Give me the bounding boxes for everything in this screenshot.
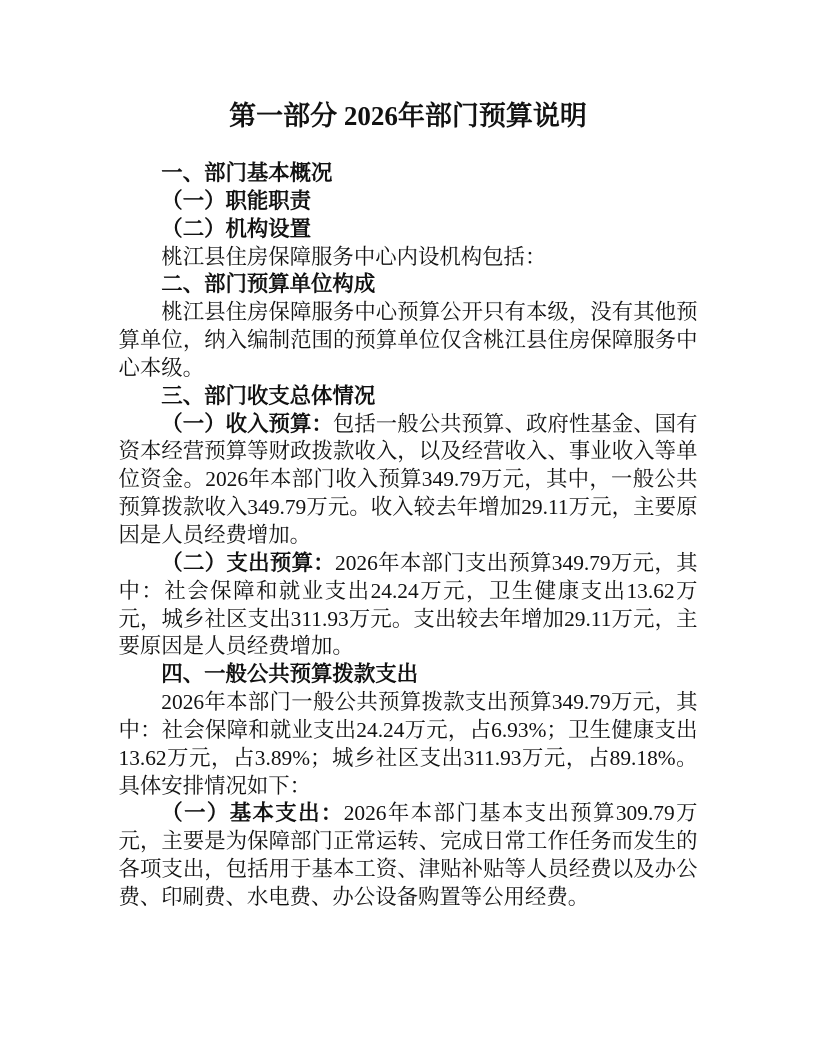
basic-expenditure-text: 2026年本部门基本支出预算309.79万元，主要是为保障部门正常运转、完成日常工作任务而发生的各项支出，包括用于基本工资、津贴补贴等人员经费以及办公费、印刷费、水电费、办公设备购置等公用经费。 xyxy=(118,801,698,909)
heading-general-public-budget-expenditure: 四、一般公共预算拨款支出 xyxy=(161,662,418,687)
heading-functions-duties: （一）职能职责 xyxy=(161,188,312,213)
para-general-budget-detail: 2026年本部门一般公共预算拨款支出预算349.79万元，其中：社会保障和就业支出24.24万元，占6.93%；卫生健康支出13.62万元，占3.89%；城乡社区支出311.93万元，占89.18%。具体安排情况如下： xyxy=(118,690,698,798)
heading-organization-setup: （二）机构设置 xyxy=(161,216,312,241)
para-internal-organs: 桃江县住房保障服务中心内设机构包括： xyxy=(161,244,547,269)
document-page xyxy=(119,0,698,912)
para-expenditure-budget xyxy=(119,550,698,661)
expenditure-budget-text: 2026年本部门支出预算349.79万元，其中：社会保障和就业支出24.24万元，卫生健康支出13.62万元，城乡社区支出311.93万元。支出较去年增加29.11万元，主要原因是人员经费增加。 xyxy=(118,550,698,659)
para-budget-unit-scope: 桃江县住房保障服务中心预算公开只有本级，没有其他预算单位，纳入编制范围的预算单位仅含桃江县住房保障服务中心本级。 xyxy=(118,300,698,380)
para-revenue-budget xyxy=(119,411,698,550)
revenue-budget-lead: （一）收入预算： xyxy=(161,411,333,436)
document-title: 第一部分 2026年部门预算说明 xyxy=(229,101,587,131)
revenue-budget-text: 包括一般公共预算、政府性基金、国有资本经营预算等财政拨款收入，以及经营收入、事业收入等单位资金。2026年本部门收入预算349.79万元，其中，一般公共预算拨款收入349.79万元。收入较去年增加29.11万元，主要原因是人员经费增加。 xyxy=(118,411,698,547)
heading-basic-overview: 一、部门基本概况 xyxy=(161,161,333,185)
heading-revenue-expenditure-overview: 三、部门收支总体情况 xyxy=(161,383,376,408)
heading-budget-unit-composition: 二、部门预算单位构成 xyxy=(161,272,376,297)
para-basic-expenditure xyxy=(119,800,698,911)
expenditure-budget-lead: （二）支出预算： xyxy=(161,550,335,575)
basic-expenditure-lead: （一）基本支出： xyxy=(161,801,344,826)
